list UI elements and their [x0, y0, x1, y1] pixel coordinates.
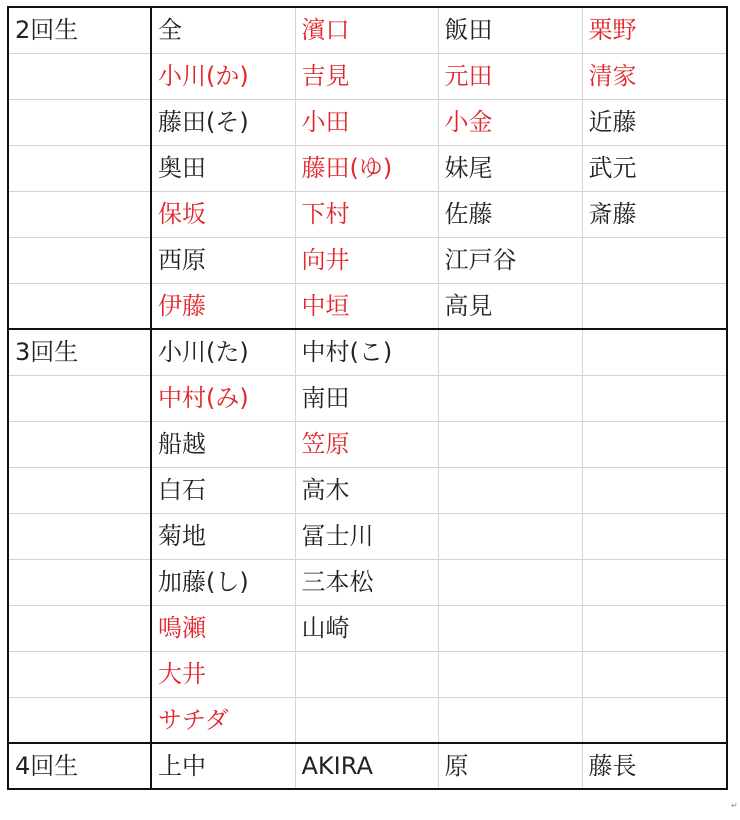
member-name-cell: 高見 [438, 283, 582, 329]
roster-body [8, 7, 727, 789]
member-name-cell: 武元 [582, 145, 727, 191]
group-label-empty-cell [8, 605, 151, 651]
table-row [8, 421, 727, 467]
member-name-cell: 鳴瀬 [151, 605, 295, 651]
member-name-cell [582, 651, 727, 697]
member-name-cell: 高木 [295, 467, 438, 513]
member-name-cell: 小川(た) [151, 329, 295, 375]
member-name-cell: 菊地 [151, 513, 295, 559]
member-name-cell: 南田 [295, 375, 438, 421]
member-name-cell: 向井 [295, 237, 438, 283]
table-row [8, 191, 727, 237]
member-name-cell: 山崎 [295, 605, 438, 651]
paragraph-mark-icon: ↵ [731, 801, 738, 810]
group-label-empty-cell [8, 191, 151, 237]
group-label-empty-cell [8, 99, 151, 145]
member-name-cell [582, 421, 727, 467]
member-name-cell: 斎藤 [582, 191, 727, 237]
member-name-cell [438, 559, 582, 605]
member-name-cell: 保坂 [151, 191, 295, 237]
member-name-cell: 伊藤 [151, 283, 295, 329]
member-name-cell: 中村(こ) [295, 329, 438, 375]
member-name-cell: 西原 [151, 237, 295, 283]
member-name-cell: 濱口 [295, 7, 438, 53]
member-name-cell: 小金 [438, 99, 582, 145]
table-row [8, 53, 727, 99]
member-name-cell: 奥田 [151, 145, 295, 191]
group-label-empty-cell [8, 145, 151, 191]
table-row [8, 467, 727, 513]
member-name-cell: AKIRA [295, 743, 438, 789]
member-name-cell [582, 559, 727, 605]
table-row [8, 743, 727, 789]
member-name-cell: 原 [438, 743, 582, 789]
member-name-cell [582, 605, 727, 651]
member-name-cell: 船越 [151, 421, 295, 467]
member-name-cell [438, 329, 582, 375]
table-row [8, 237, 727, 283]
table-row [8, 559, 727, 605]
member-name-cell: 大井 [151, 651, 295, 697]
table-row [8, 145, 727, 191]
group-label-empty-cell [8, 697, 151, 743]
member-name-cell: サチダ [151, 697, 295, 743]
group-label-empty-cell [8, 375, 151, 421]
member-name-cell [438, 375, 582, 421]
table-row [8, 513, 727, 559]
member-name-cell: 三本松 [295, 559, 438, 605]
member-name-cell [582, 467, 727, 513]
group-label-empty-cell [8, 421, 151, 467]
member-name-cell [438, 605, 582, 651]
table-row [8, 605, 727, 651]
member-name-cell: 全 [151, 7, 295, 53]
member-name-cell: 飯田 [438, 7, 582, 53]
member-name-cell [438, 467, 582, 513]
member-name-cell: 佐藤 [438, 191, 582, 237]
member-name-cell [295, 697, 438, 743]
member-name-cell: 藤長 [582, 743, 727, 789]
member-name-cell: 清家 [582, 53, 727, 99]
member-name-cell: 上中 [151, 743, 295, 789]
member-name-cell [582, 513, 727, 559]
member-name-cell: 藤田(そ) [151, 99, 295, 145]
member-name-cell [438, 651, 582, 697]
member-name-cell [438, 421, 582, 467]
member-name-cell: 吉見 [295, 53, 438, 99]
member-name-cell: 近藤 [582, 99, 727, 145]
member-name-cell [438, 513, 582, 559]
group-label-cell: 3回生 [8, 329, 151, 375]
member-name-cell: 江戸谷 [438, 237, 582, 283]
group-label-empty-cell [8, 53, 151, 99]
group-label-empty-cell [8, 513, 151, 559]
group-label-empty-cell [8, 237, 151, 283]
member-name-cell: 妹尾 [438, 145, 582, 191]
table-row [8, 651, 727, 697]
group-label-empty-cell [8, 467, 151, 513]
member-roster-table [7, 6, 728, 790]
table-row [8, 697, 727, 743]
member-name-cell [582, 237, 727, 283]
group-label-empty-cell [8, 559, 151, 605]
table-row [8, 329, 727, 375]
member-name-cell [582, 283, 727, 329]
member-name-cell: 小田 [295, 99, 438, 145]
member-name-cell [582, 329, 727, 375]
member-name-cell: 加藤(し) [151, 559, 295, 605]
member-name-cell [582, 375, 727, 421]
member-name-cell: 小川(か) [151, 53, 295, 99]
table-row [8, 283, 727, 329]
group-label-cell: 4回生 [8, 743, 151, 789]
member-name-cell: 中村(み) [151, 375, 295, 421]
table-row [8, 7, 727, 53]
member-name-cell: 白石 [151, 467, 295, 513]
member-name-cell: 元田 [438, 53, 582, 99]
member-name-cell [438, 697, 582, 743]
member-name-cell: 栗野 [582, 7, 727, 53]
group-label-empty-cell [8, 283, 151, 329]
member-name-cell: 冨士川 [295, 513, 438, 559]
group-label-empty-cell [8, 651, 151, 697]
member-name-cell: 下村 [295, 191, 438, 237]
table-row [8, 375, 727, 421]
member-name-cell [582, 697, 727, 743]
group-label-cell: 2回生 [8, 7, 151, 53]
member-name-cell [295, 651, 438, 697]
member-name-cell: 藤田(ゆ) [295, 145, 438, 191]
member-name-cell: 笠原 [295, 421, 438, 467]
table-row [8, 99, 727, 145]
member-name-cell: 中垣 [295, 283, 438, 329]
